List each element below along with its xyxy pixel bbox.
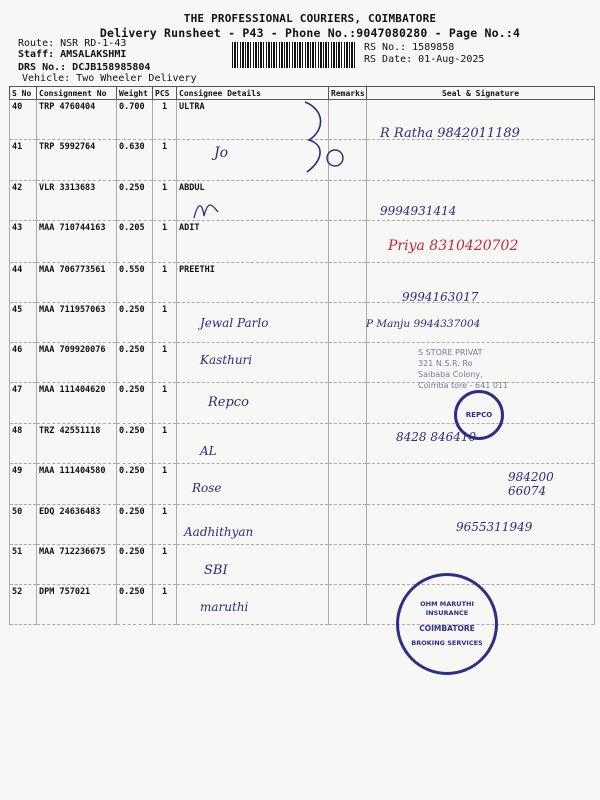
consignment-cell: MAA 710744163 [37, 221, 117, 263]
col-remarks: Remarks [329, 87, 367, 100]
ohm-stamp-line: OHM MARUTHI INSURANCE [420, 600, 474, 617]
handwritten-consignee: Kasthuri [200, 353, 253, 367]
store-stamp-line: Saibaba Colony, [418, 370, 483, 379]
table-row [10, 545, 595, 585]
pcs-cell: 1 [153, 464, 177, 505]
repco-stamp-text: REPCO [465, 411, 493, 419]
weight-cell: 0.250 [117, 343, 153, 383]
pcs-cell: 1 [153, 545, 177, 585]
col-consignment: Consignment No [37, 87, 117, 100]
consignment-cell: MAA 712236675 [37, 545, 117, 585]
consignment-cell: VLR 3313683 [37, 181, 117, 221]
weight-cell: 0.250 [117, 545, 153, 585]
handwritten-signature: R Ratha 9842011189 [380, 126, 520, 141]
sno-cell: 46 [10, 343, 37, 383]
remarks-cell [329, 545, 367, 585]
handwritten-consignee: Jo [214, 145, 229, 161]
consignment-cell: MAA 111404620 [37, 383, 117, 424]
sno-cell: 47 [10, 383, 37, 424]
handwritten-consignee: Aadhithyan [184, 525, 254, 539]
rs-number: RS No.: 1589858 [364, 42, 455, 53]
weight-cell: 0.700 [117, 100, 153, 140]
consignment-cell: MAA 709920076 [37, 343, 117, 383]
store-stamp-line: Coimba tore - 641 011 [418, 381, 509, 390]
pcs-cell: 1 [153, 263, 177, 303]
weight-cell: 0.550 [117, 263, 153, 303]
pcs-cell: 1 [153, 140, 177, 181]
weight-cell: 0.250 [117, 181, 153, 221]
handwritten-signature: 9655311949 [456, 520, 533, 534]
table-row [10, 464, 595, 505]
consignment-cell: DPM 757021 [37, 585, 117, 625]
scribble-mark [192, 198, 222, 222]
pcs-cell: 1 [153, 505, 177, 545]
pcs-cell: 1 [153, 303, 177, 343]
pcs-cell: 1 [153, 221, 177, 263]
ohm-stamp-center: COIMBATORE [419, 624, 475, 633]
handwritten-signature: 8428 846410 [396, 430, 477, 444]
handwritten-signature: P Manju 9944337004 [366, 318, 481, 330]
remarks-cell [329, 424, 367, 464]
runsheet-subtitle: Delivery Runsheet - P43 - Phone No.:9047080280 - Page No.:4 [99, 26, 521, 40]
route-label: Route: NSR RD-1-43 [18, 38, 127, 49]
table-row [10, 303, 595, 343]
sno-cell: 41 [10, 140, 37, 181]
weight-cell: 0.250 [117, 464, 153, 505]
sno-cell: 50 [10, 505, 37, 545]
handwritten-signature: 9994931414 [380, 204, 457, 218]
col-weight: Weight [117, 87, 153, 100]
pcs-cell: 1 [153, 585, 177, 625]
signature-cell [367, 140, 595, 181]
sno-cell: 45 [10, 303, 37, 343]
pcs-cell: 1 [153, 181, 177, 221]
drs-label: DRS No.: DCJB158985804 [18, 62, 151, 73]
pcs-cell: 1 [153, 383, 177, 424]
sno-cell: 51 [10, 545, 37, 585]
vehicle-label: Vehicle: Two Wheeler Delivery [22, 73, 197, 84]
store-stamp [418, 347, 508, 391]
remarks-cell [329, 383, 367, 424]
handwritten-consignee: SBI [204, 563, 228, 578]
remarks-cell [329, 343, 367, 383]
remarks-cell [329, 263, 367, 303]
handwritten-signature: 984200 66074 [508, 470, 554, 498]
consignment-cell: TRP 4760404 [37, 100, 117, 140]
sno-cell: 48 [10, 424, 37, 464]
ohm-stamp-line: BROKING SERVICES [411, 639, 483, 647]
scribble-mark [295, 100, 355, 180]
consignee-cell: ULTRA [177, 100, 329, 140]
table-row [10, 585, 595, 625]
sno-cell: 42 [10, 181, 37, 221]
consignee-cell [177, 383, 329, 424]
sno-cell: 49 [10, 464, 37, 505]
sno-cell: 43 [10, 221, 37, 263]
table-row [10, 181, 595, 221]
handwritten-signature: Priya 8310420702 [388, 238, 519, 254]
consignment-cell: TRZ 42551118 [37, 424, 117, 464]
signature-cell [367, 545, 595, 585]
remarks-cell [329, 464, 367, 505]
col-sno: S No [10, 87, 37, 100]
sno-cell: 52 [10, 585, 37, 625]
weight-cell: 0.630 [117, 140, 153, 181]
company-title: THE PROFESSIONAL COURIERS, COIMBATORE [183, 12, 437, 25]
col-pcs: PCS [153, 87, 177, 100]
remarks-cell [329, 303, 367, 343]
consignee-cell: ADIT [177, 221, 329, 263]
sno-cell: 40 [10, 100, 37, 140]
consignment-cell: MAA 706773561 [37, 263, 117, 303]
handwritten-consignee: AL [200, 444, 217, 458]
store-stamp-line: 321 N.S.R. Ro [418, 359, 473, 368]
table-row [10, 263, 595, 303]
remarks-cell [329, 505, 367, 545]
remarks-cell [329, 181, 367, 221]
handwritten-signature: 9994163017 [402, 290, 479, 304]
signature-cell [367, 263, 595, 303]
pcs-cell: 1 [153, 100, 177, 140]
col-signature: Seal & Signature [367, 87, 595, 100]
sno-cell: 44 [10, 263, 37, 303]
remarks-cell [329, 221, 367, 263]
col-consignee: Consignee Details [177, 87, 329, 100]
consignment-cell: MAA 111404580 [37, 464, 117, 505]
consignee-cell: ABDUL [177, 181, 329, 221]
consignment-cell: EDQ 24636483 [37, 505, 117, 545]
consignee-cell: PREETHI [177, 263, 329, 303]
weight-cell: 0.250 [117, 424, 153, 464]
weight-cell: 0.205 [117, 221, 153, 263]
remarks-cell [329, 585, 367, 625]
weight-cell: 0.250 [117, 585, 153, 625]
handwritten-consignee: Repco [208, 395, 249, 410]
staff-label: Staff: AMSALAKSHMI [18, 49, 127, 60]
table-row [10, 424, 595, 464]
ohm-maruthi-stamp [396, 573, 498, 675]
consignee-cell [177, 545, 329, 585]
weight-cell: 0.250 [117, 303, 153, 343]
pcs-cell: 1 [153, 424, 177, 464]
pcs-cell: 1 [153, 343, 177, 383]
handwritten-consignee: maruthi [200, 600, 249, 614]
store-stamp-line: S STORE PRIVAT [418, 348, 483, 357]
weight-cell: 0.250 [117, 505, 153, 545]
weight-cell: 0.250 [117, 383, 153, 424]
handwritten-consignee: Rose [192, 481, 222, 495]
handwritten-consignee: Jewal Parlo [200, 316, 269, 330]
table-header-row [10, 87, 595, 100]
barcode [232, 42, 356, 68]
consignment-cell: TRP 5992764 [37, 140, 117, 181]
consignment-cell: MAA 711957063 [37, 303, 117, 343]
rs-date: RS Date: 01-Aug-2025 [364, 54, 485, 65]
